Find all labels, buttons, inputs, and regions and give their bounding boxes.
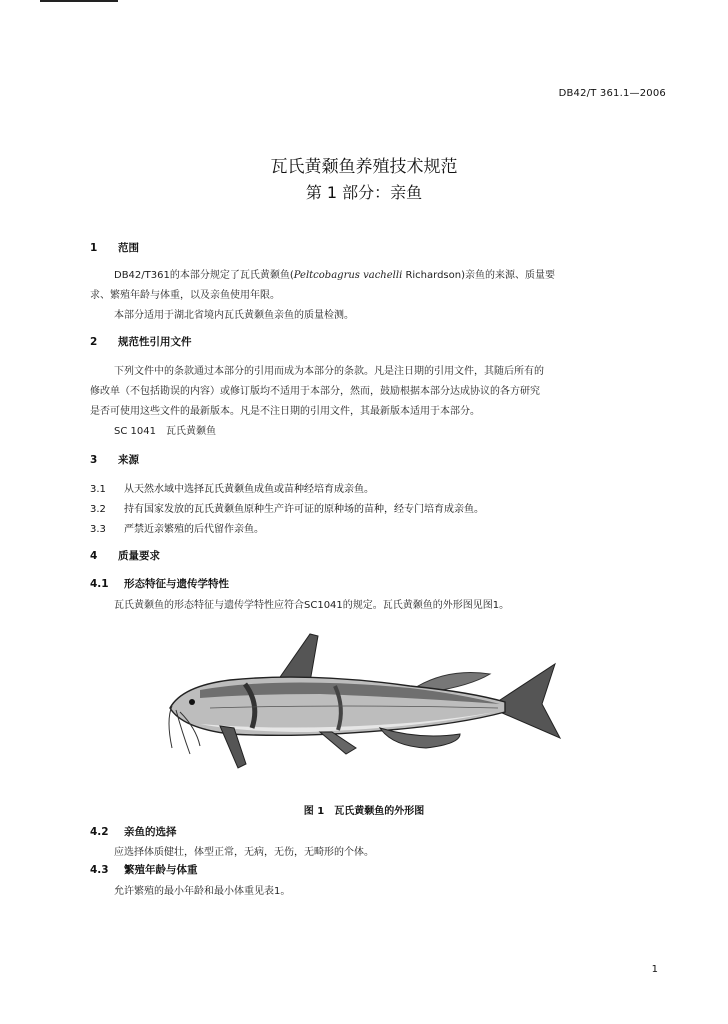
section-number: 3	[90, 454, 98, 466]
subsection-number: 4.1	[90, 578, 109, 590]
text-run: DB42/T361的本部分规定了瓦氏黄颡鱼(	[114, 270, 294, 281]
clause-text: 严禁近亲繁殖的后代留作亲鱼。	[124, 524, 264, 535]
figure-caption: 图 1 瓦氏黄颡鱼的外形图	[303, 806, 425, 817]
text-run: Richardson)亲鱼的来源、质量要	[402, 270, 555, 281]
clause-3-3	[90, 520, 264, 535]
page-number: 1	[651, 964, 658, 975]
section-number: 4	[90, 550, 98, 562]
scope-paragraph-line: 求、繁殖年龄与体重，以及亲鱼使用年限。	[90, 290, 280, 301]
section-4-heading	[90, 548, 160, 563]
reference-entry: SC 1041 瓦氏黄颡鱼	[114, 426, 216, 437]
scope-paragraph-line	[114, 266, 555, 281]
document-code: DB42/T 361.1—2006	[558, 88, 666, 99]
section-title: 来源	[118, 454, 139, 466]
fish-drawing	[169, 634, 560, 768]
section-2-heading	[90, 334, 192, 349]
clause-number: 3.3	[90, 524, 106, 535]
subsection-4-2-text: 应选择体质健壮，体型正常，无病，无伤，无畸形的个体。	[114, 847, 374, 858]
clause-text: 从天然水域中选择瓦氏黄颡鱼成鱼或苗种经培育成亲鱼。	[124, 484, 374, 495]
page-subtitle: 第 1 部分：亲鱼	[305, 183, 423, 202]
subsection-title: 亲鱼的选择	[124, 826, 177, 838]
subsection-number: 4.3	[90, 864, 109, 876]
subsection-number: 4.2	[90, 826, 109, 838]
section-title: 规范性引用文件	[118, 336, 192, 348]
clause-3-2	[90, 500, 484, 515]
section-3-heading	[90, 452, 139, 467]
subsection-4-1-heading	[90, 576, 229, 591]
scope-applicability: 本部分适用于湖北省境内瓦氏黄颡鱼亲鱼的质量检测。	[114, 310, 354, 321]
clause-number: 3.2	[90, 504, 106, 515]
references-paragraph-line: 是否可使用这些文件的最新版本。凡是不注日期的引用文件，其最新版本适用于本部分。	[90, 406, 480, 417]
section-number: 2	[90, 336, 98, 348]
references-paragraph-line: 修改单（不包括勘误的内容）或修订版均不适用于本部分，然而，鼓励根据本部分达成协议的各方研究	[90, 386, 540, 397]
latin-name: Peltcobagrus vachelli	[293, 270, 403, 281]
subsection-4-1-text: 瓦氏黄颡鱼的形态特征与遗传学特性应符合SC1041的规定。瓦氏黄颡鱼的外形图见图1。	[114, 600, 510, 611]
clause-number: 3.1	[90, 484, 106, 495]
references-paragraph-line: 下列文件中的条款通过本部分的引用而成为本部分的条款。凡是注日期的引用文件，其随后所有的	[114, 366, 544, 377]
subsection-4-3-heading	[90, 862, 198, 877]
section-title: 范围	[118, 242, 139, 254]
subsection-4-3-text: 允许繁殖的最小年龄和最小体重见表1。	[114, 886, 291, 897]
top-rule	[40, 0, 118, 2]
subsection-title: 形态特征与遗传学特性	[124, 578, 229, 590]
page-title: 瓦氏黄颡鱼养殖技术规范	[270, 157, 458, 177]
section-number: 1	[90, 242, 98, 254]
fish-illustration	[160, 628, 580, 778]
clause-text: 持有国家发放的瓦氏黄颡鱼原种生产许可证的原种场的苗种，经专门培育成亲鱼。	[124, 504, 484, 515]
section-1-heading	[90, 240, 139, 255]
section-title: 质量要求	[118, 550, 160, 562]
subsection-4-2-heading	[90, 824, 177, 839]
subsection-title: 繁殖年龄与体重	[124, 864, 198, 876]
clause-3-1	[90, 480, 374, 495]
